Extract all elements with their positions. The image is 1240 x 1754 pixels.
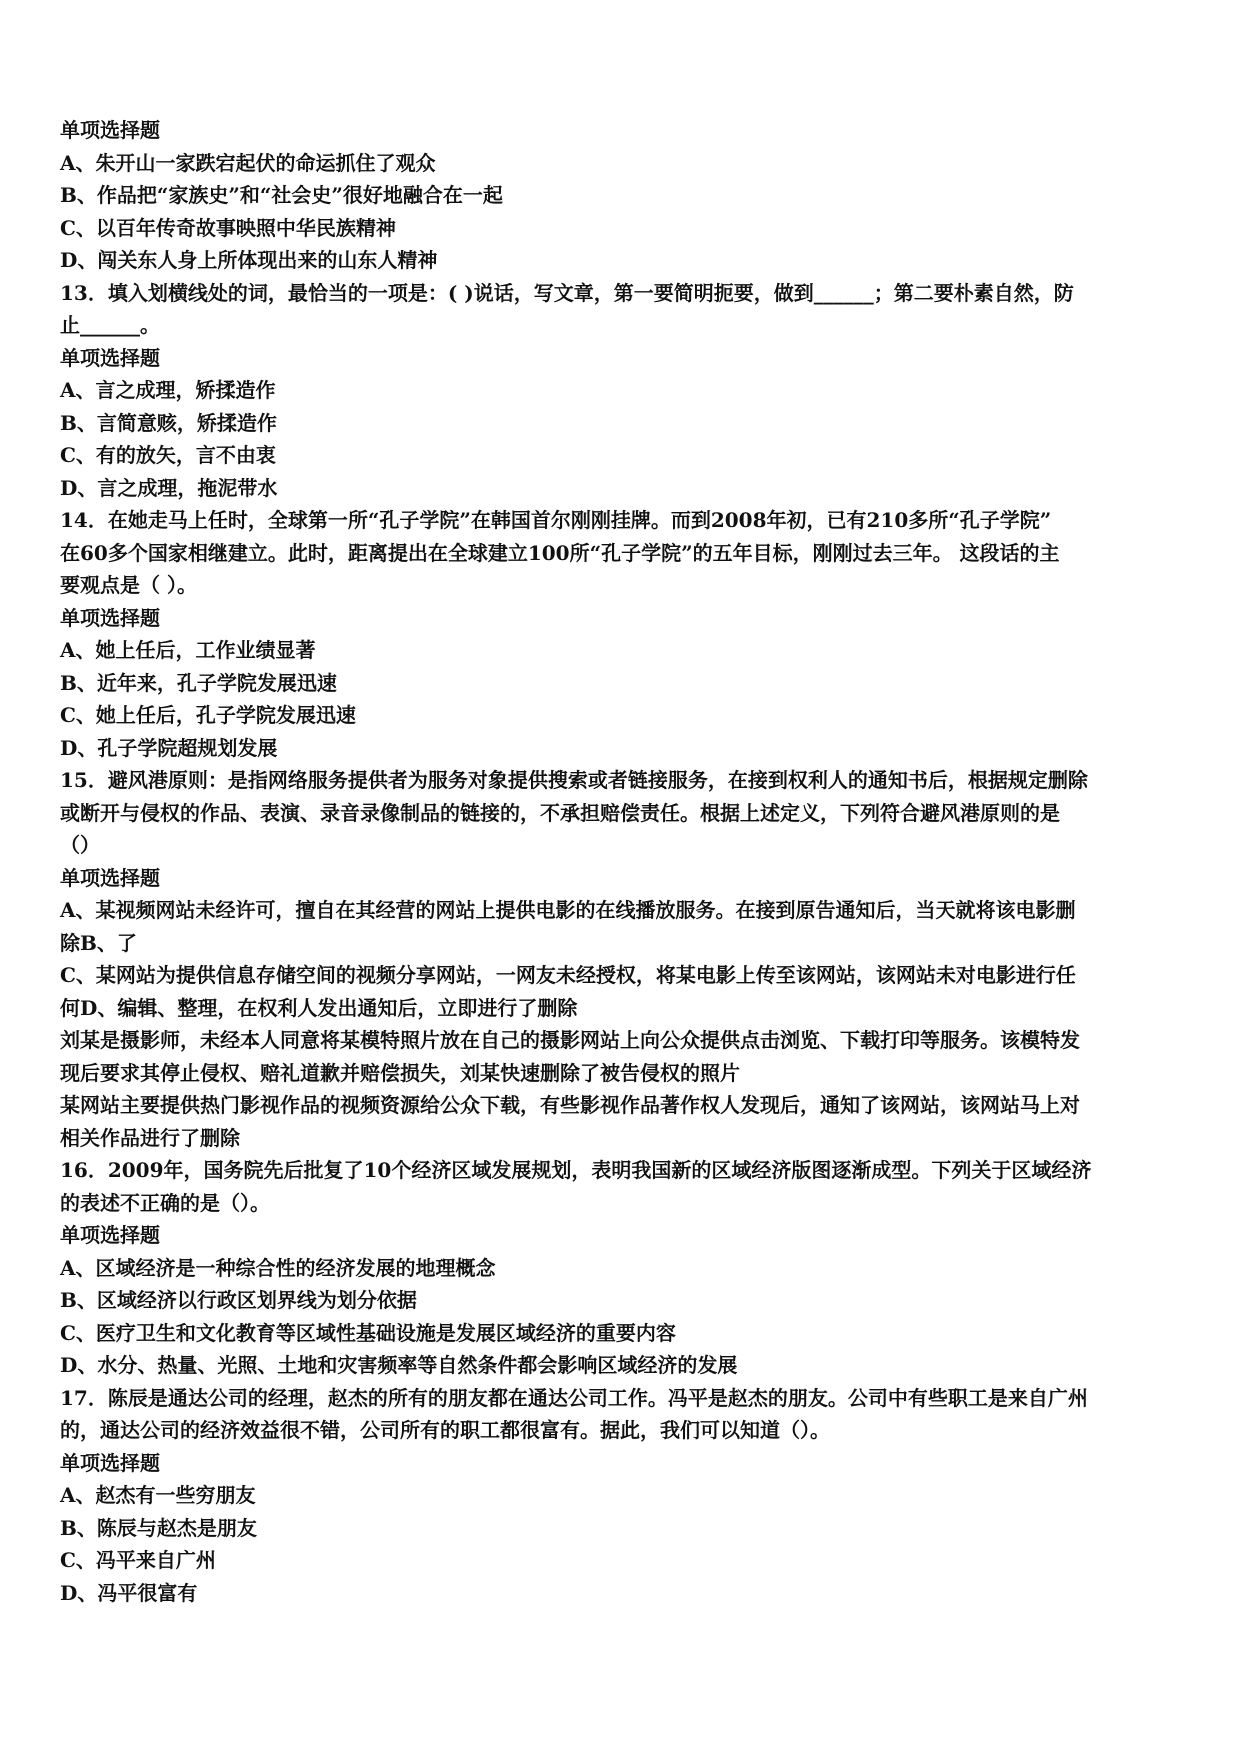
text-line: 14．在她走马上任时，全球第一所“孔子学院”在韩国首尔刚刚挂牌。而到2008年初，已有210多所“孔子学院” [60,508,1052,532]
text-line: 单项选择题 [60,118,160,142]
text-line: 16．2009年，国务院先后批复了10个经济区域发展规划，表明我国新的区域经济版图逐渐成型。下列关于区域经济 [60,1158,1092,1182]
text-line: 单项选择题 [60,865,160,890]
text-line: 的，通达公司的经济效益很不错，公司所有的职工都很富有。据此，我们可以知道（）。 [60,1418,830,1442]
text-line: 刘某是摄影师，未经本人同意将某模特照片放在自己的摄影网站上向公众提供点击浏览、下载打印等服务。该模特发 [60,1028,1080,1052]
question-text-block [60,114,1182,1609]
text-line: 除B、了 [60,930,137,955]
text-line: B、区域经济以行政区划界线为划分依据 [60,1288,417,1312]
text-line: A、区域经济是一种综合性的经济发展的地理概念 [60,1255,496,1280]
text-line: 13．填入划横线处的词，最恰当的一项是：( )说话，写文章，第一要简明扼要，做到______；第二要朴素自然，防 [60,280,1074,305]
text-line: 某网站主要提供热门影视作品的视频资源给公众下载，有些影视作品著作权人发现后，通知了该网站，该网站马上对 [60,1093,1080,1117]
text-line: 的表述不正确的是（）。 [60,1190,270,1215]
text-line: 单项选择题 [60,1450,160,1475]
text-line: 15．避风港原则：是指网络服务提供者为服务对象提供搜索或者链接服务，在接到权利人的通知书后，根据规定删除 [60,768,1088,792]
text-line: 17．陈辰是通达公司的经理，赵杰的所有的朋友都在通达公司工作。冯平是赵杰的朋友。公司中有些职工是来自广州 [60,1385,1088,1410]
text-line: C、冯平来自广州 [60,1548,216,1572]
text-line: 何D、编辑、整理，在权利人发出通知后，立即进行了删除 [60,995,578,1020]
text-line: A、言之成理，矫揉造作 [60,378,276,402]
text-line: D、冯平很富有 [60,1580,198,1605]
text-line: D、闯关东人身上所体现出来的山东人精神 [60,248,438,272]
text-line: C、以百年传奇故事映照中华民族精神 [60,215,396,240]
text-line: 单项选择题 [60,345,160,370]
text-line: 止______。 [60,313,160,337]
text-line: 或断开与侵权的作品、表演、录音录像制品的链接的，不承担赔偿责任。根据上述定义，下列符合避风港原则的是 [60,800,1060,825]
text-line: C、她上任后，孔子学院发展迅速 [60,703,356,727]
text-line: D、孔子学院超规划发展 [60,735,278,760]
text-line: C、某网站为提供信息存储空间的视频分享网站，一网友未经授权，将某电影上传至该网站，该网站未对电影进行任 [60,963,1076,987]
text-line: 在60多个国家相继建立。此时，距离提出在全球建立100所“孔子学院”的五年目标，刚刚过去三年。 这段话的主 [60,540,1060,565]
text-line: B、作品把“家族史”和“社会史”很好地融合在一起 [60,183,503,207]
text-line: （） [60,833,100,857]
text-line: A、某视频网站未经许可，擅自在其经营的网站上提供电影的在线播放服务。在接到原告通知后，当天就将该电影删 [60,898,1076,922]
text-line: C、有的放矢，言不由衷 [60,443,276,467]
text-line: A、赵杰有一些穷朋友 [60,1483,256,1507]
text-line: 相关作品进行了删除 [60,1125,240,1150]
text-line: D、言之成理，拖泥带水 [60,475,278,500]
text-line: A、她上任后，工作业绩显著 [60,638,316,662]
text-line: B、言简意赅，矫揉造作 [60,410,277,435]
text-line: A、朱开山一家跌宕起伏的命运抓住了观众 [60,150,436,175]
text-line: C、医疗卫生和文化教育等区域性基础设施是发展区域经济的重要内容 [60,1320,676,1345]
text-line: 要观点是（ ）。 [60,573,197,597]
text-line: B、近年来，孔子学院发展迅速 [60,670,337,695]
text-line: 单项选择题 [60,605,160,630]
text-line: B、陈辰与赵杰是朋友 [60,1515,257,1540]
text-line: 单项选择题 [60,1223,160,1247]
text-line: D、水分、热量、光照、土地和灾害频率等自然条件都会影响区域经济的发展 [60,1353,738,1377]
text-line: 现后要求其停止侵权、赔礼道歉并赔偿损失，刘某快速删除了被告侵权的照片 [60,1060,740,1085]
